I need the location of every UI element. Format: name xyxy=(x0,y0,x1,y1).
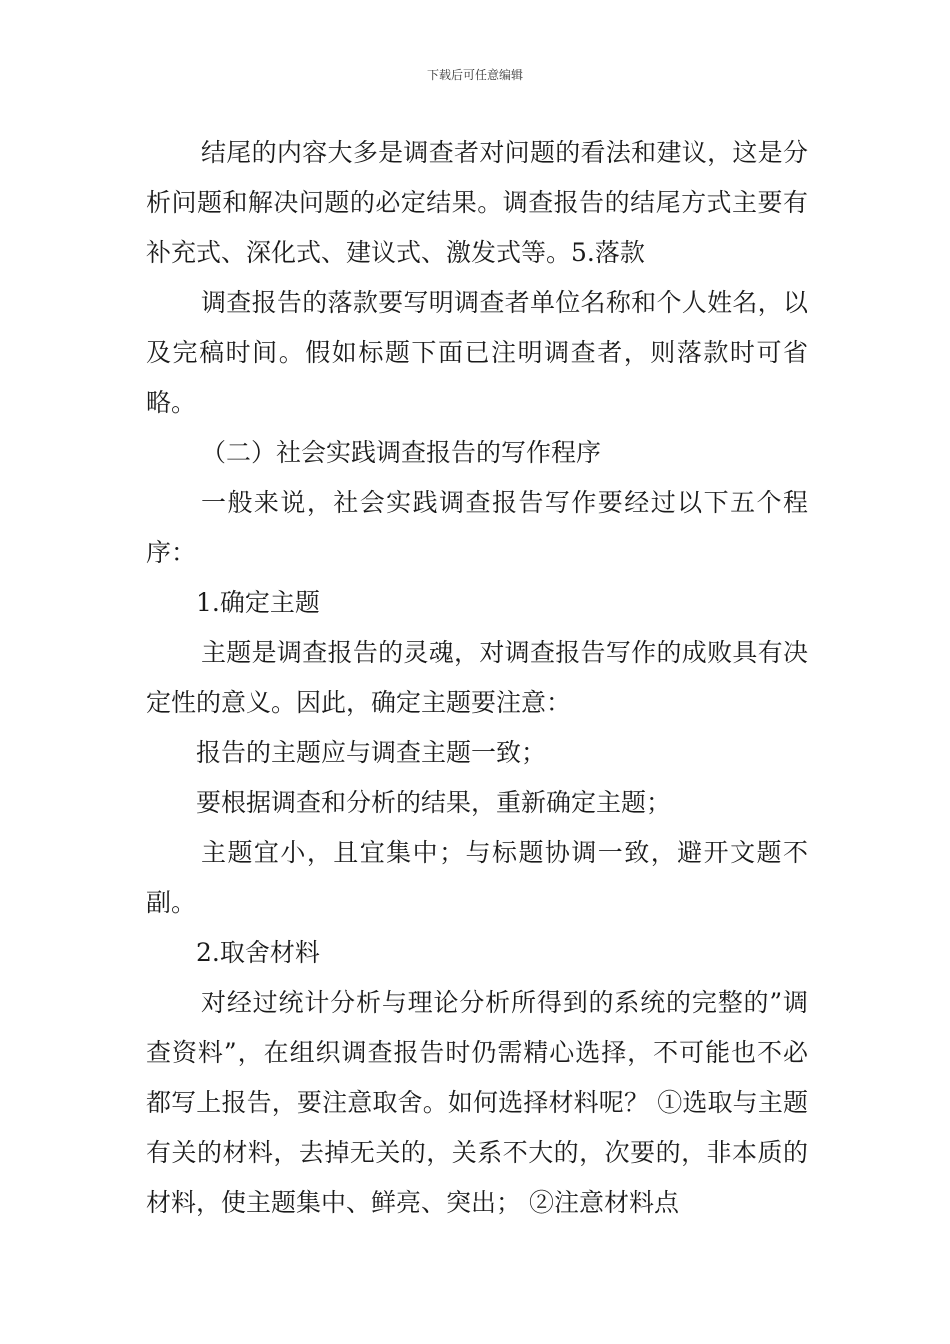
section-heading: （二）社会实践调查报告的写作程序 xyxy=(201,438,602,467)
paragraph-signature: 调查报告的落款要写明调查者单位名称和个人姓名，以及完稿时间。假如标题下面已注明调查者，则落款时可省略。 xyxy=(146,288,808,417)
list-item: 主题宜小，且宜集中；与标题协调一致，避开文题不副。 xyxy=(146,838,808,917)
step-heading-2: 2.取舍材料 xyxy=(196,938,320,967)
list-item: 要根据调查和分析的结果，重新确定主题； xyxy=(196,788,672,817)
paragraph-theme: 主题是调查报告的灵魂，对调查报告写作的成败具有决定性的意义。因此，确定主题要注意： xyxy=(146,638,808,717)
paragraph-materials: 对经过统计分析与理论分析所得到的系统的完整的”调查资料”，在组织调查报告时仍需精心选择，不可能也不必都写上报告，要注意取舍。如何选择材料呢？ ①选取与主题有关的材料，去掉无关的，关系不大的，次要的，非本质的材料，使主题集中、鲜亮、突出； ②注意材料点 xyxy=(146,988,808,1217)
document-body xyxy=(146,128,808,1228)
step-heading-1: 1.确定主题 xyxy=(196,588,320,617)
paragraph-conclusion: 结尾的内容大多是调查者对问题的看法和建议，这是分析问题和解决问题的必定结果。调查报告的结尾方式主要有补充式、深化式、建议式、激发式等。5.落款 xyxy=(146,138,808,267)
list-item: 报告的主题应与调查主题一致； xyxy=(196,738,547,767)
paragraph-intro: 一般来说，社会实践调查报告写作要经过以下五个程序： xyxy=(146,488,808,567)
header-note: 下载后可任意编辑 xyxy=(426,68,523,82)
